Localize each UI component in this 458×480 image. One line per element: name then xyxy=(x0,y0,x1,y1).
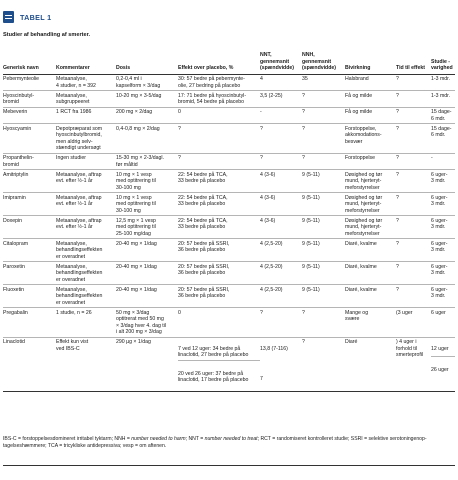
cell-time-to-effect: ? xyxy=(396,285,431,308)
cell-effect: 20: 57 bedre på SSRI, 36 bedre på placebo xyxy=(178,285,260,308)
cell-nnh: ? xyxy=(302,153,345,170)
table-row xyxy=(3,124,455,154)
cell-time-to-effect: ) 4 uger i forhold til smerteprofil xyxy=(396,337,431,392)
footnote-nnt-term: number needed to treat xyxy=(204,436,258,442)
table-row xyxy=(3,308,455,338)
footnote-part1: IBS-C = forstoppelsesdomineret irritabel tyktarm; NNH = xyxy=(3,436,132,442)
table-row xyxy=(3,262,455,285)
cell-side-effects: Diaré xyxy=(345,337,396,392)
cell-comments: Metaanalyse, behandlingseffekten er overadnet xyxy=(56,285,116,308)
cell-dose: 10 mg × 1 vesp med optitrering til 30-100 mg xyxy=(116,193,178,216)
cell-nnt: 3,5 (2-25) xyxy=(260,91,302,108)
cell-time-to-effect: ? xyxy=(396,239,431,262)
cell-comments: Depotpræparat som hyoscinbutylbromid, men aldrig selv- stændigt undersøgt xyxy=(56,124,116,154)
cell-effect: ? xyxy=(178,124,260,154)
cell-side-effects: Diaré, kvalme xyxy=(345,262,396,285)
cell-side-effects: Diaré, kvalme xyxy=(345,285,396,308)
cell-dose: 10-20 mg × 3-5/dag xyxy=(116,91,178,108)
cell-effect: 22: 54 bedre på TCA, 33 bedre på placebo xyxy=(178,216,260,239)
cell-study-duration: - xyxy=(431,153,455,170)
duration-12-weeks: 12 uger xyxy=(431,344,455,357)
cell-dose: 10 mg × 1 vesp med optitrering til 30-100 mg xyxy=(116,170,178,193)
cell-study-duration: 15 dage- 6 mdr. xyxy=(431,124,455,154)
cell-comments: Metaanalyse, subgruppeeret xyxy=(56,91,116,108)
cell-dose: 50 mg × 3/dag optitrerat med 50 mg × 3/dag hver 4. dag til i alt 200 mg × 3/dag xyxy=(116,308,178,338)
cell-comments: Metaanalyse, aftrap evt. efter ½-1 år xyxy=(56,216,116,239)
cell-nnh: 9 (5-11) xyxy=(302,262,345,285)
cell-time-to-effect: (3 uger xyxy=(396,308,431,338)
cell-effect: 17: 71 bedre på hyoscinbutyl- bromid, 54 bedre på placebo xyxy=(178,91,260,108)
cell-comments: Metaanalyse, behandlingseffekten er overadnet xyxy=(56,262,116,285)
col-header-time-to-effect: Tid til effekt xyxy=(396,47,431,74)
cell-nnt: 4 xyxy=(260,74,302,91)
cell-nnt: - xyxy=(260,107,302,124)
cell-nnh: 9 (5-11) xyxy=(302,285,345,308)
pain-treatment-table xyxy=(3,47,455,392)
effect-12-weeks: 7 ved 12 uger: 34 bedre på linaclotid, 27 bedre på placebo xyxy=(178,344,260,361)
col-header-effect: Effekt over placebo, % xyxy=(178,47,260,74)
cell-generic-name: Mebeverin xyxy=(3,107,56,124)
cell-nnt: 4 (3-6) xyxy=(260,193,302,216)
cell-side-effects: Halsbrand xyxy=(345,74,396,91)
table-row xyxy=(3,74,455,91)
cell-effect: 30: 57 bedre på pebermynte- olie, 27 bedring på placebo xyxy=(178,74,260,91)
table-header xyxy=(3,10,51,24)
cell-comments: Ingen studier xyxy=(56,153,116,170)
cell-nnt xyxy=(260,337,302,392)
col-header-comments: Kommentarer xyxy=(56,47,116,74)
cell-study-duration: 6 uger xyxy=(431,308,455,338)
cell-effect: 22: 54 bedre på TCA, 33 bedre på placebo xyxy=(178,170,260,193)
cell-nnh: ? xyxy=(302,124,345,154)
cell-nnh: 9 (5-11) xyxy=(302,170,345,193)
cell-time-to-effect: ? xyxy=(396,216,431,239)
footnote-part3: ; RCT = randomiseret kontrolleret studie; SSRI = selektive serotoningenop- tagelseshæmmere; TCA = tricykliske antidepressiva; vesp = om aftenen. xyxy=(3,436,427,449)
cell-generic-name: Pregabalin xyxy=(3,308,56,338)
cell-dose: 12,5 mg × 1 vesp med optitrering til 25-100 mg/dag xyxy=(116,216,178,239)
cell-effect: 20: 57 bedre på SSRI, 36 bedre på placebo xyxy=(178,262,260,285)
cell-side-effects: Forstoppelse xyxy=(345,153,396,170)
cell-side-effects: Forstoppelse, akkomodations- besvær xyxy=(345,124,396,154)
cell-side-effects: Døsighed og tør mund, hjerteryt- meforstyrrelser xyxy=(345,170,396,193)
cell-comments: Metaanalyse, 4 studier, n = 392 xyxy=(56,74,116,91)
cell-effect: 0 xyxy=(178,308,260,338)
cell-comments: 1 RCT fra 1986 xyxy=(56,107,116,124)
table-row xyxy=(3,170,455,193)
cell-time-to-effect: ? xyxy=(396,91,431,108)
cell-nnh: ? xyxy=(302,308,345,338)
col-header-study-duration: Studie - varighed xyxy=(431,47,455,74)
cell-study-duration: 6 uger- 3 mdr. xyxy=(431,216,455,239)
cell-study-duration: 1-3 mdr. xyxy=(431,74,455,91)
cell-study-duration: 6 uger- 3 mdr. xyxy=(431,262,455,285)
cell-effect: 0 xyxy=(178,107,260,124)
table-row xyxy=(3,91,455,108)
table-label: TABEL 1 xyxy=(20,12,52,22)
cell-dose: 0,2-0,4 ml i kapselform × 3/dag xyxy=(116,74,178,91)
cell-time-to-effect: ? xyxy=(396,74,431,91)
footnote-part2: ; NNT = xyxy=(185,436,205,442)
cell-side-effects: Diaré, kvalme xyxy=(345,239,396,262)
cell-nnh: 9 (5-11) xyxy=(302,193,345,216)
cell-dose: 200 mg × 2/dag xyxy=(116,107,178,124)
col-header-nnh: NNH, gennemsnit (spændvidde) xyxy=(302,47,345,74)
cell-time-to-effect: ? xyxy=(396,153,431,170)
cell-nnh: 9 (5-11) xyxy=(302,239,345,262)
cell-dose: 0,4-0,8 mg × 2/dag xyxy=(116,124,178,154)
table-icon xyxy=(3,11,14,23)
cell-nnh: ? xyxy=(302,107,345,124)
cell-nnt: 4 (3-6) xyxy=(260,216,302,239)
cell-comments: 1 studie, n = 26 xyxy=(56,308,116,338)
cell-dose: 290 µg × 1/dag xyxy=(116,337,178,392)
cell-generic-name: Citalopram xyxy=(3,239,56,262)
cell-effect: ? xyxy=(178,153,260,170)
cell-dose: 15-30 mg × 2-3/dagl. før måltid xyxy=(116,153,178,170)
col-header-nnt: NNT, gennemsnit (spændvidde) xyxy=(260,47,302,74)
col-header-dose: Dosis xyxy=(116,47,178,74)
cell-nnh: 35 xyxy=(302,74,345,91)
nnt-12-weeks: 13,8 (7-116) xyxy=(260,345,288,352)
table-footnote xyxy=(3,436,455,449)
table-row-linaclotid xyxy=(3,337,455,392)
cell-nnt: 4 (2,5-20) xyxy=(260,285,302,308)
table-row xyxy=(3,153,455,170)
effect-26-weeks: 20 ved 26 uger: 37 bedre på linaclotid, 17 bedre på placebo xyxy=(178,370,249,383)
cell-time-to-effect: ? xyxy=(396,170,431,193)
cell-side-effects: Døsighed og tør mund, hjerteryt- meforstyrrelser xyxy=(345,193,396,216)
cell-study-duration: 6 uger- 3 mdr. xyxy=(431,239,455,262)
cell-generic-name: Hyoscyamin xyxy=(3,124,56,154)
cell-study-duration: 1-3 mdr. xyxy=(431,91,455,108)
table-row xyxy=(3,216,455,239)
cell-generic-name: Paroxetin xyxy=(3,262,56,285)
table-row xyxy=(3,107,455,124)
col-header-generic-name: Generisk navn xyxy=(3,47,56,74)
cell-nnt: ? xyxy=(260,153,302,170)
cell-effect xyxy=(178,337,260,392)
table-row xyxy=(3,239,455,262)
cell-side-effects: Få og milde xyxy=(345,107,396,124)
cell-time-to-effect: ? xyxy=(396,124,431,154)
cell-side-effects: Døsighed og tør mund, hjerteryt- meforstyrrelser xyxy=(345,216,396,239)
cell-generic-name: Linaclotid xyxy=(3,337,56,392)
header-row xyxy=(3,47,455,74)
cell-effect: 22: 54 bedre på TCA, 33 bedre på placebo xyxy=(178,193,260,216)
col-header-side-effects: Bivirkning xyxy=(345,47,396,74)
table-row xyxy=(3,285,455,308)
cell-side-effects: Få og milde xyxy=(345,91,396,108)
cell-comments: Effekt kun vist ved IBS-C xyxy=(56,337,116,392)
cell-generic-name: Amitriptylin xyxy=(3,170,56,193)
cell-comments: Metaanalyse, aftrap evt. efter ½-1 år xyxy=(56,170,116,193)
nnt-26-weeks: 7 xyxy=(260,375,263,382)
cell-study-duration: 6 uger- 3 mdr. xyxy=(431,170,455,193)
cell-generic-name: Pebermynteolie xyxy=(3,74,56,91)
cell-generic-name: Fluoxetin xyxy=(3,285,56,308)
cell-nnt: 4 (3-6) xyxy=(260,170,302,193)
cell-nnt: ? xyxy=(260,124,302,154)
cell-time-to-effect: ? xyxy=(396,193,431,216)
cell-generic-name: Doxepin xyxy=(3,216,56,239)
cell-study-duration xyxy=(431,337,455,392)
cell-dose: 20-40 mg × 1/dag xyxy=(116,239,178,262)
cell-study-duration: 6 uger- 3 mdr. xyxy=(431,285,455,308)
cell-time-to-effect: ? xyxy=(396,262,431,285)
cell-study-duration: 15 dage- 6 mdr. xyxy=(431,107,455,124)
cell-generic-name: Propanthelin- bromid xyxy=(3,153,56,170)
cell-nnh: ? xyxy=(302,91,345,108)
bottom-rule xyxy=(3,465,455,466)
cell-side-effects: Mange og svære xyxy=(345,308,396,338)
cell-comments: Metaanalyse, aftrap evt. efter ½-1 år xyxy=(56,193,116,216)
cell-nnt: 4 (2,5-20) xyxy=(260,262,302,285)
cell-dose: 20-40 mg × 1/dag xyxy=(116,285,178,308)
cell-comments: Metaanalyse, behandlingseffekten er overadnet xyxy=(56,239,116,262)
table-row xyxy=(3,193,455,216)
cell-dose: 20-40 mg × 1/dag xyxy=(116,262,178,285)
cell-generic-name: Imipramin xyxy=(3,193,56,216)
cell-nnh: 9 (5-11) xyxy=(302,216,345,239)
duration-26-weeks: 26 uger xyxy=(431,367,449,373)
cell-nnh: ? xyxy=(302,337,345,392)
table-caption: Studier af behandling af smerter. xyxy=(3,32,91,38)
cell-nnt: ? xyxy=(260,308,302,338)
cell-study-duration: 6 uger- 3 mdr. xyxy=(431,193,455,216)
footnote-nnh-term: number needed to harm xyxy=(131,436,186,442)
cell-effect: 20: 57 bedre på SSRI, 36 bedre på placebo xyxy=(178,239,260,262)
cell-generic-name: Hyoscinbutyl- bromid xyxy=(3,91,56,108)
cell-nnt: 4 (2,5-20) xyxy=(260,239,302,262)
cell-time-to-effect: ? xyxy=(396,107,431,124)
